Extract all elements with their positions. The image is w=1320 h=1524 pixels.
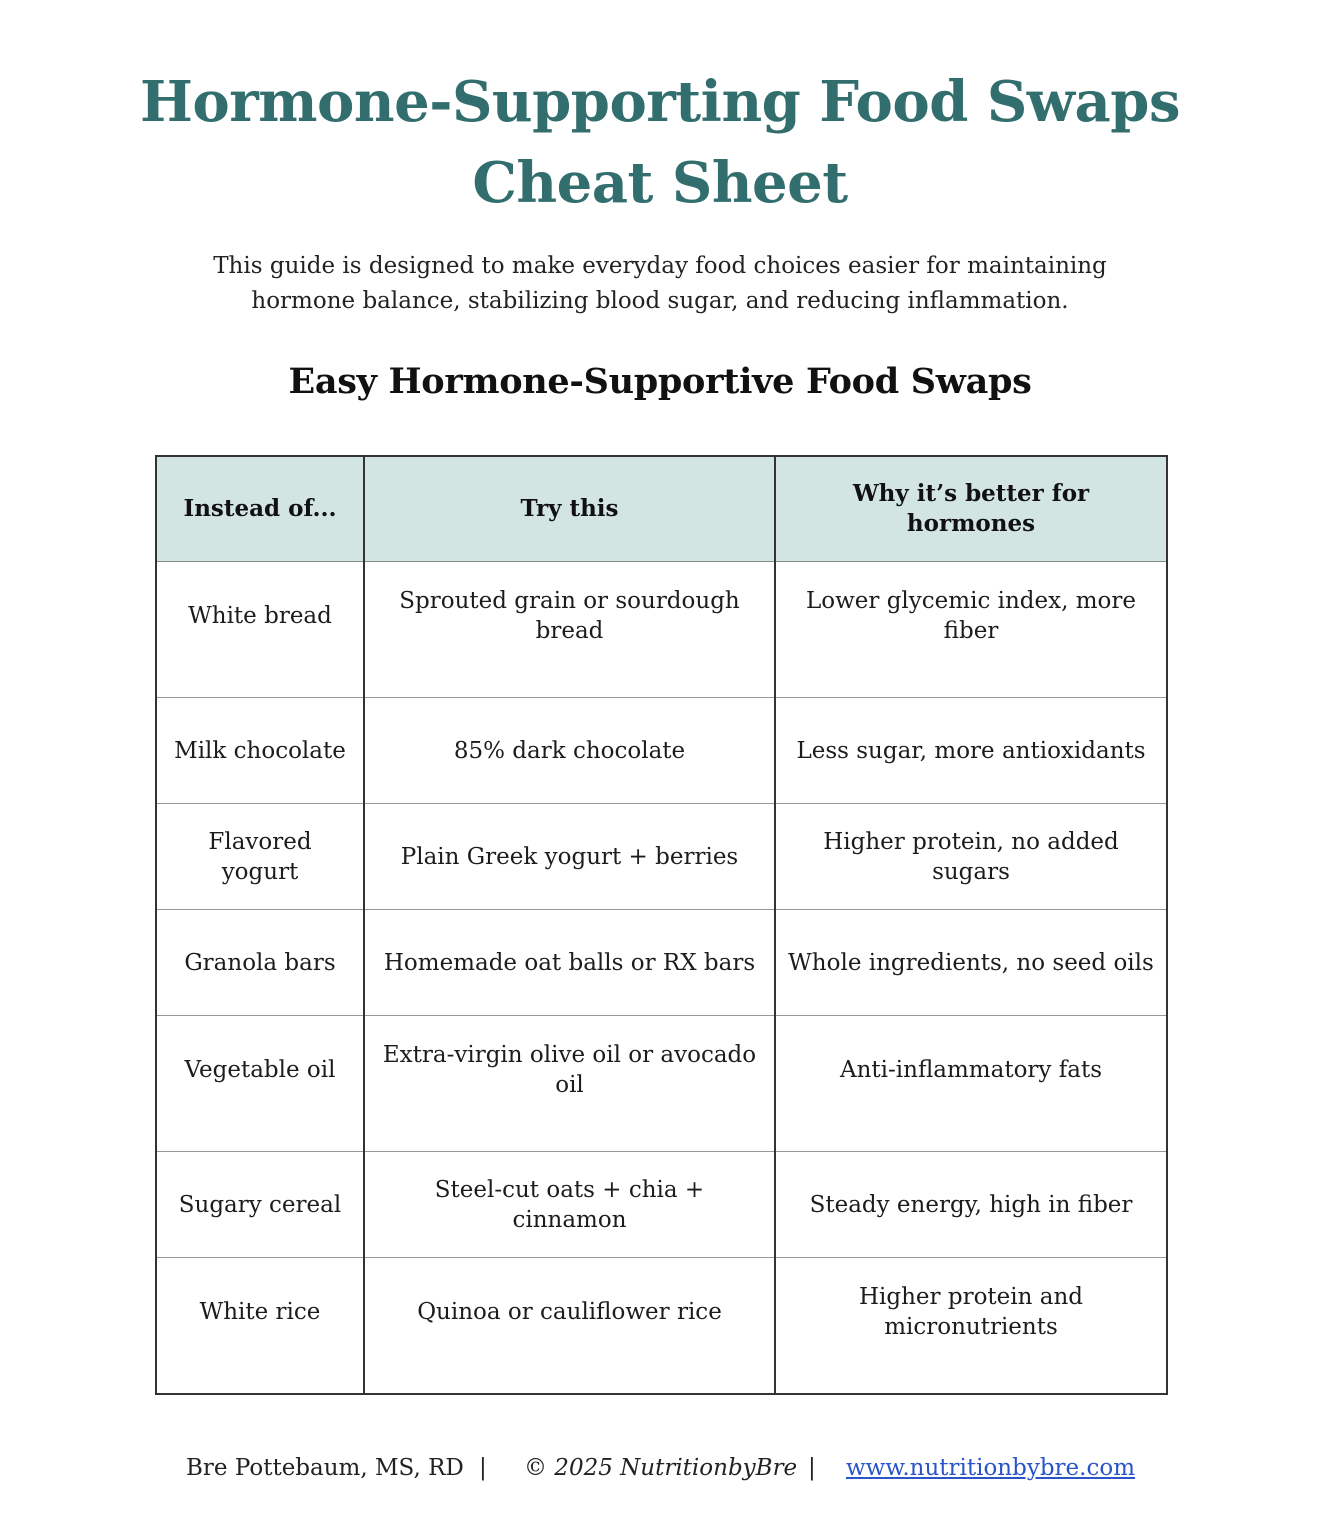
cell-text: Higher protein and micronutrients	[858, 1283, 1083, 1340]
footer-separator: |	[479, 1455, 487, 1481]
cell-try-this	[364, 804, 775, 910]
cell-why-better	[775, 698, 1167, 804]
cell-text: Whole ingredients, no seed oils	[788, 949, 1154, 976]
table-row	[156, 804, 1167, 910]
table-row	[156, 910, 1167, 1016]
header-why-better: Why it’s better for hormones	[775, 456, 1167, 562]
header-instead-of: Instead of...	[156, 456, 364, 562]
cell-instead-of	[156, 804, 364, 910]
cell-text: Higher protein, no added sugars	[823, 828, 1119, 885]
cell-text: Steady energy, high in fiber	[809, 1191, 1133, 1218]
cell-text: Extra-virgin olive oil or avocado oil	[382, 1041, 757, 1098]
cell-try-this	[364, 1258, 775, 1395]
cell-why-better	[775, 1152, 1167, 1258]
cell-text: Sprouted grain or sourdough bread	[399, 587, 740, 644]
cell-text: Granola bars	[184, 949, 336, 976]
intro-paragraph: This guide is designed to make everyday food choices easier for maintaining hormone balance, stabilizing blood sugar, and reducing inflammation.	[213, 253, 1107, 314]
title-line-2: Cheat Sheet	[472, 150, 848, 216]
cell-try-this	[364, 1016, 775, 1152]
table-row	[156, 1258, 1167, 1395]
table-header-row	[156, 456, 1167, 562]
cell-instead-of	[156, 910, 364, 1016]
table-row	[156, 562, 1167, 698]
header-try-this: Try this	[364, 456, 775, 562]
cell-text: Vegetable oil	[184, 1056, 336, 1083]
cell-why-better	[775, 1016, 1167, 1152]
cell-text: White rice	[199, 1298, 321, 1325]
cell-try-this	[364, 698, 775, 804]
cell-text: Sugary cereal	[178, 1191, 342, 1218]
cell-text: White bread	[188, 602, 332, 629]
cell-why-better	[775, 804, 1167, 910]
footer-separator: |	[808, 1455, 816, 1481]
website-link[interactable]: www.nutritionbybre.com	[846, 1455, 1136, 1481]
cell-why-better	[775, 910, 1167, 1016]
cell-text: 85% dark chocolate	[453, 737, 686, 764]
cell-try-this	[364, 910, 775, 1016]
cell-instead-of	[156, 698, 364, 804]
cell-try-this	[364, 1152, 775, 1258]
cell-text: Quinoa or cauliflower rice	[417, 1298, 722, 1325]
footer-author: Bre Pottebaum, MS, RD	[186, 1455, 464, 1481]
cell-text: Homemade oat balls or RX bars	[383, 949, 756, 976]
page-title	[0, 62, 1320, 224]
cell-text: Less sugar, more antioxidants	[796, 737, 1146, 764]
title-line-1: Hormone-Supporting Food Swaps	[140, 69, 1180, 135]
cell-text: Milk chocolate	[174, 737, 346, 764]
section-title: Easy Hormone-Supportive Food Swaps	[288, 361, 1032, 402]
cell-text: Anti-inflammatory fats	[839, 1056, 1102, 1083]
cell-text: Plain Greek yogurt + berries	[400, 843, 739, 870]
food-swaps-table	[155, 455, 1168, 1395]
table-row	[156, 698, 1167, 804]
cell-text: Lower glycemic index, more fiber	[805, 587, 1136, 644]
cell-instead-of	[156, 562, 364, 698]
cell-why-better	[775, 1258, 1167, 1395]
cell-instead-of	[156, 1016, 364, 1152]
cell-text: Steel-cut oats + chia + cinnamon	[434, 1176, 705, 1233]
cell-why-better	[775, 562, 1167, 698]
cell-try-this	[364, 562, 775, 698]
footer	[0, 1448, 1320, 1488]
table-row	[156, 1016, 1167, 1152]
cell-instead-of	[156, 1258, 364, 1395]
cell-instead-of	[156, 1152, 364, 1258]
table-row	[156, 1152, 1167, 1258]
footer-copyright: © 2025 NutritionbyBre	[524, 1455, 798, 1481]
cell-text: Flavored yogurt	[208, 828, 312, 885]
